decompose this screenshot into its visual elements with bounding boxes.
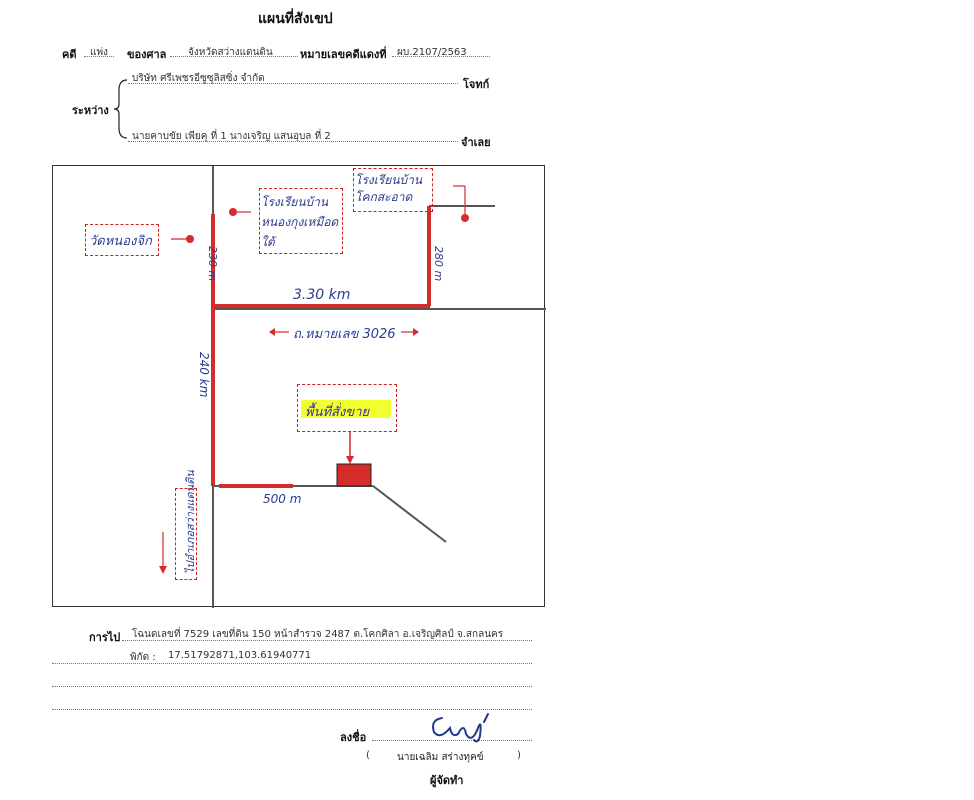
court-dotline xyxy=(170,56,298,57)
dist-280-label: 280 m xyxy=(432,246,445,282)
coords-label: พิกัด : xyxy=(130,652,156,663)
district-arrowhead xyxy=(159,566,167,574)
sketch-map xyxy=(52,165,545,607)
temple-label: วัดหนองจิก xyxy=(89,234,152,249)
dist-330-label: 3.30 km xyxy=(293,287,351,303)
court-name: จังหวัดสว่างแดนดิน xyxy=(188,47,273,58)
page-title: แผนที่สังเขป xyxy=(258,11,333,27)
sign-label: ลงชื่อ xyxy=(340,731,367,744)
defendant-dotline xyxy=(128,141,458,142)
plaintiff-name: บริษัท ศรีเพชรอีซูซุลิสซิ่ง จำกัด xyxy=(132,73,265,84)
defendant-name: นายคาบขัย เพียคุ ที่ 1 นางเจริญ แสนอุบล ที่ 2 xyxy=(132,131,331,142)
road-arrowhead-right xyxy=(413,328,419,336)
target-plot xyxy=(337,464,371,486)
blank-dotline-1 xyxy=(52,686,532,687)
between-label: ระหว่าง xyxy=(72,104,109,117)
temple-pin xyxy=(186,235,194,243)
plaintiff-role: โจทก์ xyxy=(463,78,490,91)
school1-pin xyxy=(229,208,237,216)
directions-label: การไป xyxy=(89,631,121,644)
close-paren: ) xyxy=(517,750,521,761)
diagonal-road xyxy=(373,486,446,542)
case-number: ผบ.2107/2563 xyxy=(397,47,467,58)
number-label: หมายเลขคดีแดงที่ xyxy=(300,48,387,61)
road-arrowhead-left xyxy=(269,328,275,336)
road-label: ถ.หมายเลข 3026 xyxy=(293,327,396,342)
dist-240-label: 240 km xyxy=(197,352,211,398)
case-type-dotline xyxy=(84,56,114,57)
plaintiff-dotline xyxy=(128,83,458,84)
school1-label: โรงเรียนบ้านหนองกุงเหมือดใต้ xyxy=(261,195,339,249)
target-label: พื้นที่สั่งขาย xyxy=(305,405,370,420)
signer-name: นายเฉลิม สร่างทุคข์ xyxy=(397,752,484,763)
defendant-role: จำเลย xyxy=(461,136,491,149)
dist-500-label: 500 m xyxy=(263,492,302,506)
school2-label: โรงเรียนบ้านโคกสะอาด xyxy=(355,173,423,204)
school2-pin xyxy=(461,214,469,222)
number-dotline xyxy=(392,56,490,57)
district-label: ไปอำเภอสว่างแดนดิน xyxy=(184,470,197,574)
case-type: แพ่ง xyxy=(90,47,108,58)
signer-title: ผู้จัดทำ xyxy=(430,774,464,787)
directions-text: โฉนดเลขที่ 7529 เลขที่ดิน 150 หน้าสำรวจ 2487 ต.โคกศิลา อ.เจริญศิลป์ จ.สกลนคร xyxy=(132,629,504,640)
directions-dotline xyxy=(122,640,532,641)
case-label: คดี xyxy=(62,48,77,61)
court-label: ของศาล xyxy=(127,48,167,61)
dist-230-label: 230 m xyxy=(206,246,219,282)
signature-image xyxy=(428,708,500,746)
target-arrowhead xyxy=(346,456,354,464)
open-paren: ( xyxy=(366,750,370,761)
coords-dotline xyxy=(52,663,532,664)
coords-value: 17.51792871,103.61940771 xyxy=(168,650,312,661)
between-brace xyxy=(113,78,129,140)
